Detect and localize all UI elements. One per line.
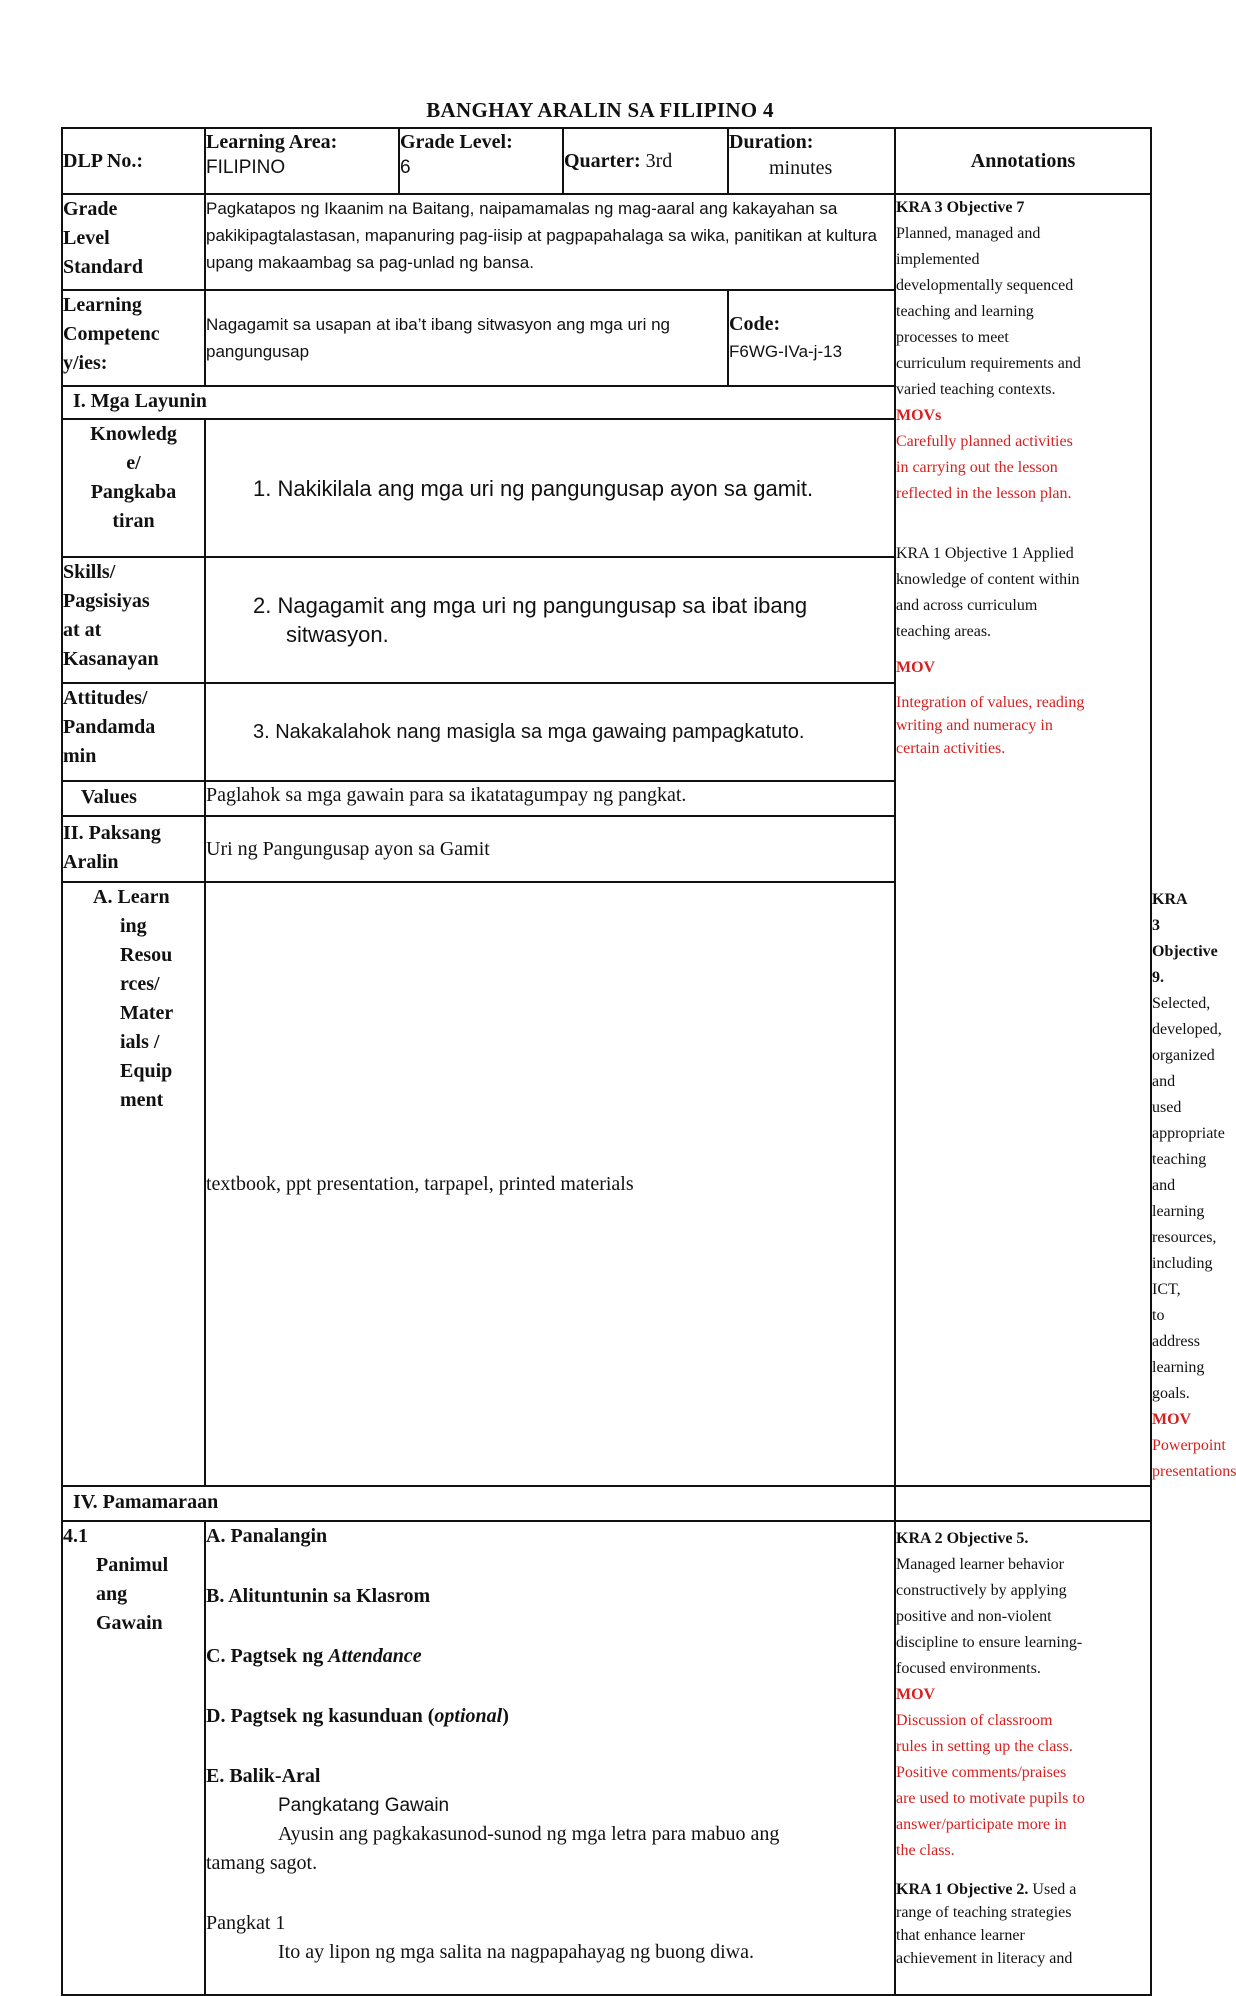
knowledge-label: [62, 419, 205, 557]
annotation-mov-label: MOV: [896, 1686, 936, 1703]
label-line: ang: [96, 1583, 128, 1605]
annotation-line: knowledge of content within: [896, 571, 1080, 588]
annotation-mov-label: MOV: [896, 659, 936, 676]
step-alituntunin: B. Alituntunin sa Klasrom: [206, 1585, 431, 1607]
annotation-line: and across curriculum: [896, 597, 1038, 614]
label-line: Gawain: [96, 1612, 163, 1634]
label-line: Competenc: [63, 323, 160, 345]
annotation-line: teaching and learning: [896, 303, 1034, 320]
label-line: Skills/: [63, 561, 116, 583]
pangkatang-gawain: Pangkatang Gawain: [278, 1795, 450, 1816]
label-line: min: [63, 745, 97, 767]
duration-value: minutes: [769, 157, 833, 179]
label-line: Pangkaba: [90, 481, 177, 503]
annotation-kra2: [896, 1878, 1150, 1901]
quarter-cell: [563, 128, 728, 194]
annotation-mov-line: writing and numeracy in: [896, 717, 1053, 734]
panimulang-gawain-row: [62, 1521, 1151, 1995]
instruction-line: tamang sagot.: [206, 1852, 318, 1874]
annotations-label: Annotations: [970, 150, 1076, 172]
annotation-mov-label: MOVs: [896, 407, 942, 424]
quarter-value: 3rd: [645, 150, 673, 172]
label-line: Panimul: [96, 1554, 169, 1576]
annotation-line: Managed learner behavior: [896, 1556, 1064, 1573]
dlp-label: DLP No.:: [63, 150, 143, 172]
label-line: Pagsisiyas: [63, 590, 150, 612]
annotation-line: teaching areas.: [896, 623, 992, 640]
label-line: Knowledg: [90, 423, 177, 445]
step-kasunduan-text: D. Pagtsek ng kasunduan (: [206, 1705, 435, 1727]
skills-objective-line: 2. Nagagamit ang mga uri ng pangungusap sa ibat ibang: [253, 593, 808, 618]
annotation-kra: KRA 3 Objective 7: [896, 199, 1025, 216]
duration-cell: [728, 128, 895, 194]
annotation-line: processes to meet: [896, 329, 1009, 346]
annotation-mov-line: Discussion of classroom: [896, 1712, 1053, 1729]
grade-level-value: 6: [400, 157, 411, 178]
document-title: BANGHAY ARALIN SA FILIPINO 4: [426, 98, 774, 122]
annotation-mov-line: rules in setting up the class.: [896, 1738, 1073, 1755]
step-panalangin: A. Panalangin: [206, 1525, 328, 1547]
label-line: II. Paksang: [63, 822, 161, 844]
label-line: Grade: [63, 198, 118, 220]
resources-row: A. Learn ing Resou rces/ Mater ials / Equip ment textbook, ppt presentation, tarpapel, printed materials KRA 3 Objective 9. Selected, developed, organized and used appropriate teaching and learning resources, including ICT, to address learning goals. MOV Powerpoint presentations: [62, 882, 1151, 1486]
label-line: Pandamda: [63, 716, 156, 738]
pangkat-clue: Ito ay lipon ng mga salita na nagpapahayag ng buong diwa.: [278, 1941, 754, 1963]
attitudes-label: [62, 683, 205, 781]
paksang-aralin-text: Uri ng Pangungusap ayon sa Gamit: [205, 816, 895, 882]
annotation-mov-line: certain activities.: [896, 740, 1006, 757]
annotation-kra: KRA 2 Objective 5.: [896, 1530, 1029, 1547]
label-line: tiran: [112, 510, 155, 532]
grade-standard-text: Pagkatapos ng Ikaanim na Baitang, naipamamalas ng mag-aaral ang kakayahan sa pakikipagtalastasan, mapanuring pag-iisip at pagpapahalaga sa wika, panitikan at kultura upang makaambag sa pag-unlad ng bansa.: [205, 194, 895, 290]
annotation-mov-line: Positive comments/praises: [896, 1764, 1067, 1781]
code-value: F6WG-IVa-j-13: [729, 342, 843, 361]
label-line: 4.1: [63, 1525, 88, 1547]
step-balik-aral: E. Balik-Aral: [206, 1765, 321, 1787]
competency-text: Nagagamit sa usapan at iba’t ibang sitwasyon ang mga uri ng pangungusap: [205, 290, 728, 386]
step-kasunduan: [206, 1702, 894, 1731]
skills-objective-line: sitwasyon.: [286, 622, 389, 647]
dlp-no-cell: [62, 128, 205, 194]
annotation-kra2-rest: Used a: [1028, 1881, 1077, 1898]
annotation-line: range of teaching strategies: [896, 1904, 1072, 1921]
procedure-section-row: [62, 1486, 1151, 1521]
instruction-line: Ayusin ang pagkakasunod-sunod ng mga letra para mabuo ang: [278, 1823, 780, 1845]
annotation-line: that enhance learner: [896, 1927, 1025, 1944]
grade-level-cell: [399, 128, 563, 194]
label-line: Resou: [120, 944, 173, 966]
annotation-line: varied teaching contexts.: [896, 381, 1056, 398]
skills-objective: [205, 557, 895, 683]
annotation-line: constructively by applying: [896, 1582, 1067, 1599]
annotation-empty-cell: [895, 1486, 1151, 1521]
paksang-aralin-label: [62, 816, 205, 882]
learning-area-value: FILIPINO: [206, 157, 286, 178]
label-line: Aralin: [63, 851, 119, 873]
label-line: e/: [126, 452, 141, 474]
label-line: ing: [120, 915, 147, 937]
label-line: ials /: [120, 1031, 160, 1053]
annotation-mov-line: answer/participate more in: [896, 1816, 1067, 1833]
annotations-header: [895, 128, 1151, 194]
knowledge-objective: 1. Nakikilala ang mga uri ng pangungusap ayon sa gamit.: [205, 419, 895, 557]
code-label: Code:: [729, 313, 781, 335]
label-line: Standard: [63, 256, 144, 278]
label-line: at at: [63, 619, 102, 641]
label-line: Level: [63, 227, 110, 249]
annotation-mov-line: are used to motivate pupils to: [896, 1790, 1085, 1807]
annotation-objectives: [895, 194, 1151, 1486]
label-line: Equip: [120, 1060, 173, 1082]
quarter-label: Quarter:: [564, 150, 641, 172]
annotation-line: developmentally sequenced: [896, 277, 1074, 294]
step-attendance-italic: Attendance: [328, 1645, 422, 1667]
step-kasunduan-italic: optional: [434, 1705, 503, 1727]
step-attendance: [206, 1642, 894, 1671]
grade-standard-label: [62, 194, 205, 290]
label-line: A. Learn: [93, 886, 170, 908]
annotation-kra2-bold: KRA 1 Objective 2.: [896, 1881, 1029, 1898]
annotation-line: achievement in literacy and: [896, 1950, 1073, 1967]
label-line: ment: [120, 1089, 164, 1111]
duration-label: Duration:: [729, 131, 814, 153]
annotation-mov-line: in carrying out the lesson: [896, 459, 1058, 476]
label-line: rces/: [120, 973, 160, 995]
resources-label: [62, 882, 205, 1486]
grade-standard-row: [62, 194, 1151, 290]
header-row: [62, 128, 1151, 194]
annotation-procedure: [895, 1521, 1151, 1995]
label-line: Attitudes/: [63, 687, 148, 709]
annotation-line: Planned, managed and: [896, 225, 1041, 242]
annotation-line: KRA 1 Objective 1 Applied: [896, 545, 1074, 562]
annotation-line: discipline to ensure learning-: [896, 1634, 1083, 1651]
skills-label: [62, 557, 205, 683]
annotation-line: implemented: [896, 251, 980, 268]
procedure-section-heading: IV. Pamamaraan: [62, 1486, 895, 1521]
grade-level-label: Grade Level:: [400, 131, 513, 153]
step-kasunduan-suffix: ): [502, 1705, 509, 1727]
resources-text: textbook, ppt presentation, tarpapel, printed materials: [205, 882, 895, 1486]
learning-area-cell: [205, 128, 399, 194]
annotation-line: positive and non-violent: [896, 1608, 1052, 1625]
annotation-line: curriculum requirements and: [896, 355, 1081, 372]
annotation-mov-line: the class.: [896, 1842, 955, 1859]
values-text: Paglahok sa mga gawain para sa ikatatagumpay ng pangkat.: [205, 781, 895, 816]
values-label: Values: [62, 781, 205, 816]
learning-area-label: Learning Area:: [206, 131, 338, 153]
annotation-mov-line: reflected in the lesson plan.: [896, 485, 1072, 502]
attitudes-objective: 3. Nakakalahok nang masigla sa mga gawaing pampagkatuto.: [205, 683, 895, 781]
label-line: y/ies:: [63, 352, 108, 374]
annotation-mov-line: Carefully planned activities: [896, 433, 1073, 450]
label-line: Mater: [120, 1002, 174, 1024]
annotation-line: focused environments.: [896, 1660, 1041, 1677]
annotation-mov-line: Integration of values, reading: [896, 694, 1085, 711]
lesson-plan-table: [61, 127, 1236, 1996]
code-cell: [728, 290, 895, 386]
competency-label: [62, 290, 205, 386]
objectives-section-heading: I. Mga Layunin: [62, 386, 895, 419]
pangkat-label: Pangkat 1: [206, 1912, 286, 1934]
label-line: Kasanayan: [63, 648, 159, 670]
label-line: Learning: [63, 294, 142, 316]
panimulang-gawain-label: [62, 1521, 205, 1995]
panimulang-gawain-content: [205, 1521, 895, 1995]
step-attendance-text: C. Pagtsek ng: [206, 1645, 324, 1667]
